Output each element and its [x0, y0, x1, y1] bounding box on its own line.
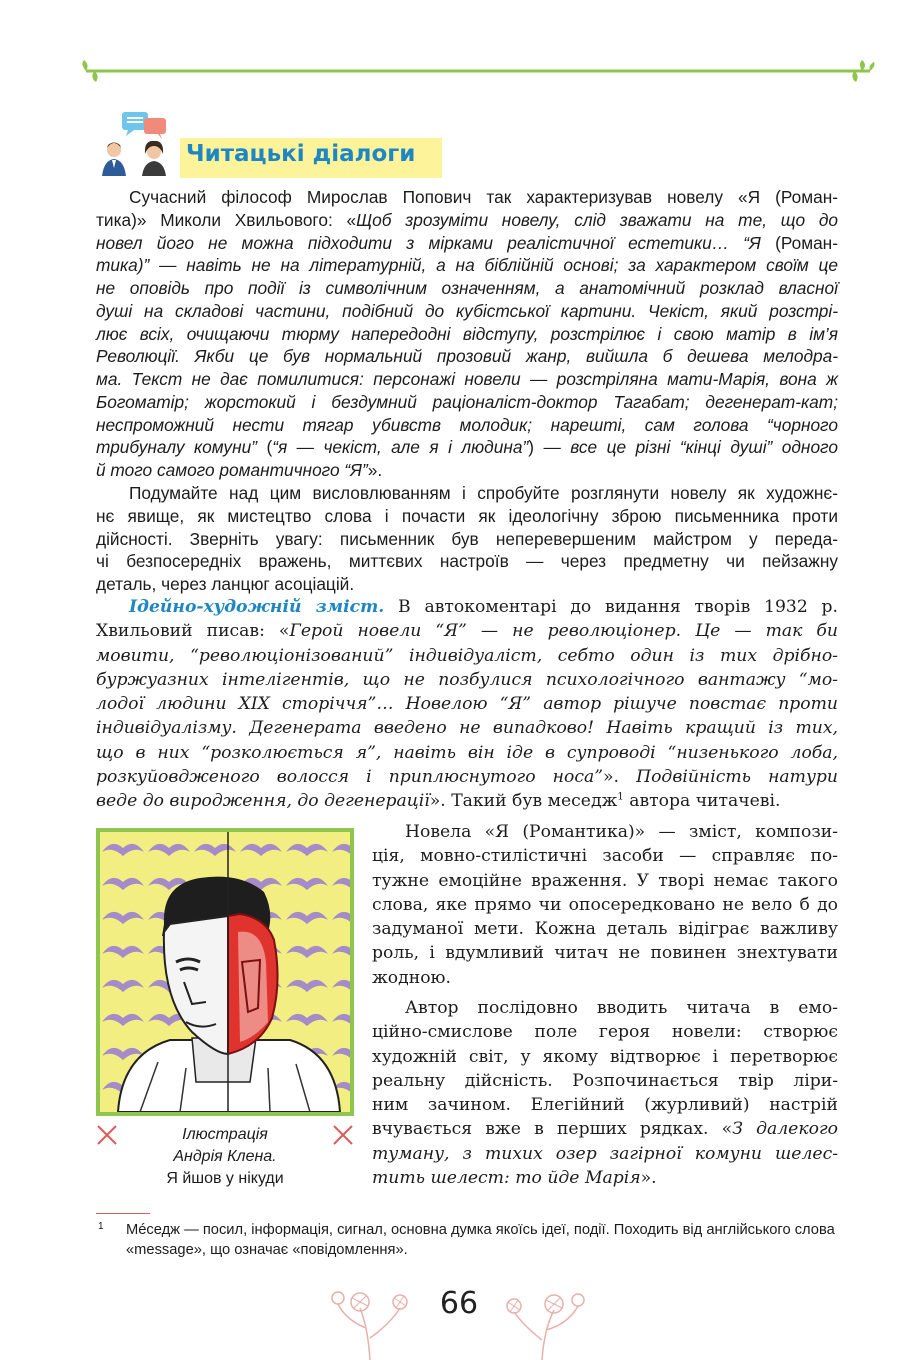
novella-paragraph: [372, 820, 838, 990]
text-segment: індивідуалізму. Дегенерата введено не випадково! Навіть кращий із тих,: [96, 718, 838, 739]
text-line: ція, мовно-стилістичні засоби — справляє по-: [372, 846, 838, 867]
text-line: [96, 436, 838, 459]
text-segment: мовити, “революціонізований” індивідуаліст, себто один із тих дрібно-: [96, 645, 838, 666]
author-paragraph: [372, 996, 838, 1190]
text-segment: тить шелест: то йде Марія: [372, 1168, 641, 1189]
text-line: [372, 1117, 838, 1141]
text-segment: Герой новели “Я” — не революціонер. Це — так би: [289, 621, 838, 642]
text-segment: З далекого: [732, 1119, 838, 1140]
portrait-illustration: [100, 832, 350, 1112]
illustration-image: [96, 828, 354, 1116]
text-line: тужне емоційне враження. У творі немає такого: [372, 870, 838, 891]
text-segment: художній світ, у якому відтворює і перетворює: [372, 1046, 838, 1067]
footnote-divider: [96, 1213, 150, 1214]
text-segment: лодої людини XIX сторіччя”… Новелою “Я” автор рішуче повстає проти: [96, 694, 838, 715]
text-segment: ».: [603, 767, 637, 788]
text-line: [96, 209, 838, 232]
section-lead: Ідейно-художній зміст.: [129, 597, 385, 617]
text-segment: реальну дійсність. Розпочинається твір ліри-: [372, 1070, 838, 1091]
section-title: Читацькі діалоги: [186, 141, 416, 167]
caption-line: Я йшов у нікуди: [166, 1170, 284, 1187]
text-line: Подумайте над цим висловлюванням і спробуйте розглянути новелу як художнє-: [129, 483, 838, 503]
caption-ornament-right-icon: [332, 1124, 354, 1146]
text-line: деталь, через ланцюг асоціацій.: [96, 574, 355, 594]
text-segment: душі на складові частини, подібний до кубістської картини. Чекіст, який розстрі-: [96, 300, 838, 321]
text-segment: Революції. Якби це був нормальний прозовий жанр, вийшла б дешева мелодра-: [96, 346, 838, 367]
text-segment: Автор послідовно вводить читача в емо-: [405, 998, 838, 1018]
readers-dialog-icon: [96, 108, 178, 178]
text-line: нє явище, як мистецтво слова і почасти як ідеологічну зброю письменника проти: [96, 505, 838, 526]
text-line: роль, і вдумливий читач не повинен знехтувати: [372, 943, 838, 964]
text-line: [96, 414, 838, 437]
text-line: [96, 300, 838, 323]
text-line: [372, 1045, 838, 1069]
footnote-text: Méседж — посил, інформація, сигнал, основна думка якоїсь ідеї, події. Походить від англійського слова «message», що означає «повідомлення».: [126, 1222, 835, 1258]
text-line: [96, 232, 838, 255]
footnote-number: 1: [98, 1221, 104, 1232]
text-segment: що в них “розколюється я”, навіть він іде в супроводі “низенького лоба,: [96, 742, 838, 763]
text-line: жодною.: [372, 967, 451, 988]
text-segment: (Роман-: [775, 232, 838, 253]
text-segment: розкуйовдженого волосся і приплюснутого носа”: [96, 767, 604, 788]
text-line: [96, 741, 838, 765]
text-line: [372, 996, 838, 1020]
text-line: чі безпосередніх вражень, миттєвих настроїв — через предметну чи пейзажну: [96, 551, 838, 572]
text-line: [96, 254, 838, 277]
text-segment: ційно-смислове поле героя новели: створює: [372, 1022, 838, 1043]
text-segment: туману, з тихих озер загірної комуни шелес-: [372, 1143, 838, 1164]
text-segment: й того самого романтичного “Я”: [96, 460, 368, 480]
text-line: [96, 186, 838, 209]
text-line: Новела «Я (Романтика)» — зміст, компози-: [405, 822, 838, 842]
text-line: [96, 459, 838, 482]
dialog-task-paragraph: [96, 482, 838, 596]
caption-line: Андрія Клена.: [173, 1148, 277, 1165]
text-line: [96, 765, 838, 789]
text-segment: Подвійність натури: [636, 767, 838, 788]
text-segment: не оповідь про події із символічним означенням, а анатомічний розклад власної: [96, 278, 838, 298]
text-line: дійсності. Зверніть увагу: письменник був неперевершеним майстром у переда-: [96, 528, 838, 549]
text-line: слова, яке прямо чи опосередковано не вело б до: [372, 894, 838, 915]
text-segment: “я — чекіст, але я і людина”: [272, 437, 529, 458]
caption-line: Ілюстрація: [182, 1126, 268, 1143]
text-segment: (: [266, 437, 273, 458]
text-line: [372, 1020, 838, 1044]
text-segment: Щоб зрозуміти новелу, слід зважати на те, що до: [356, 209, 838, 230]
text-segment: трибуналу комуни”: [96, 437, 267, 458]
text-segment: ма. Текст не дає помилитися: персонажі новели — розстріляна мати-Марія, вона ж: [96, 369, 838, 389]
text-line: [96, 391, 838, 414]
ideological-content-paragraph: [96, 595, 838, 814]
text-line: [96, 716, 838, 740]
caption-ornament-left-icon: [96, 1124, 118, 1146]
text-segment: тика)” — навіть не на літературній, а на біблійній основі; за характером своїм це: [96, 255, 838, 276]
vine-divider: [80, 60, 876, 82]
text-segment: автора читачеві.: [623, 791, 781, 812]
text-line: [96, 277, 838, 300]
text-segment: ».: [640, 1168, 657, 1189]
text-line: [372, 1142, 838, 1166]
text-line: [372, 1069, 838, 1093]
text-line: [372, 1166, 838, 1190]
text-line: [96, 323, 838, 346]
text-segment: ): [528, 437, 544, 458]
text-segment: тика)» Миколи Хвильового: «: [96, 209, 357, 230]
text-segment: ». Такий був меседж: [429, 791, 618, 812]
text-segment: неспроможний нести тягар убивств молодик; нарешті, сам голова “чорного: [96, 414, 838, 435]
footnote-marker: 1: [617, 791, 624, 803]
text-segment: новел його не можна підходити з мірками реалістичної естетики… “Я: [96, 232, 776, 253]
text-segment: вчувається вже в перших рядках. «: [372, 1119, 733, 1140]
text-line: [96, 789, 838, 813]
section-header: [96, 104, 456, 184]
text-segment: ».: [367, 460, 383, 480]
text-segment: В автокоментарі до видання творів 1932 р.: [398, 597, 839, 617]
dialog-quote-paragraph: [96, 186, 838, 482]
text-line: [96, 345, 838, 368]
text-segment: — все це різні “кінці душі” одного: [543, 437, 838, 458]
text-segment: Богоматір; жорстокий і бездумний раціоналіст-доктор Тагабат; дегенерат-кат;: [96, 391, 838, 412]
illustration-caption: [130, 1124, 320, 1190]
text-line: [96, 619, 838, 643]
text-line: [96, 692, 838, 716]
text-line: задуманої мети. Кожна деталь відіграє важливу: [372, 919, 838, 940]
text-segment: ним зачином. Елегійний (журливий) настрій: [372, 1095, 838, 1116]
text-line: [96, 595, 838, 619]
text-segment: буржуазних інтелігентів, що не позбулися психологічного вантажу “мо-: [96, 669, 838, 690]
text-line: [96, 644, 838, 668]
text-segment: лює всіх, очищаючи тюрму напередодні відступу, розстрілює і свою матір в ім’я: [96, 323, 838, 344]
text-segment: Сучасний філософ Мирослав Попович так характеризував новелу «Я (Роман-: [129, 187, 838, 207]
text-line: [96, 668, 838, 692]
text-line: [372, 1093, 838, 1117]
page-number: 66: [439, 1286, 479, 1321]
text-segment: веде до виродження, до дегенерації: [96, 791, 430, 812]
text-line: [96, 368, 838, 391]
text-segment: Хвильовий писав: «: [96, 621, 290, 642]
